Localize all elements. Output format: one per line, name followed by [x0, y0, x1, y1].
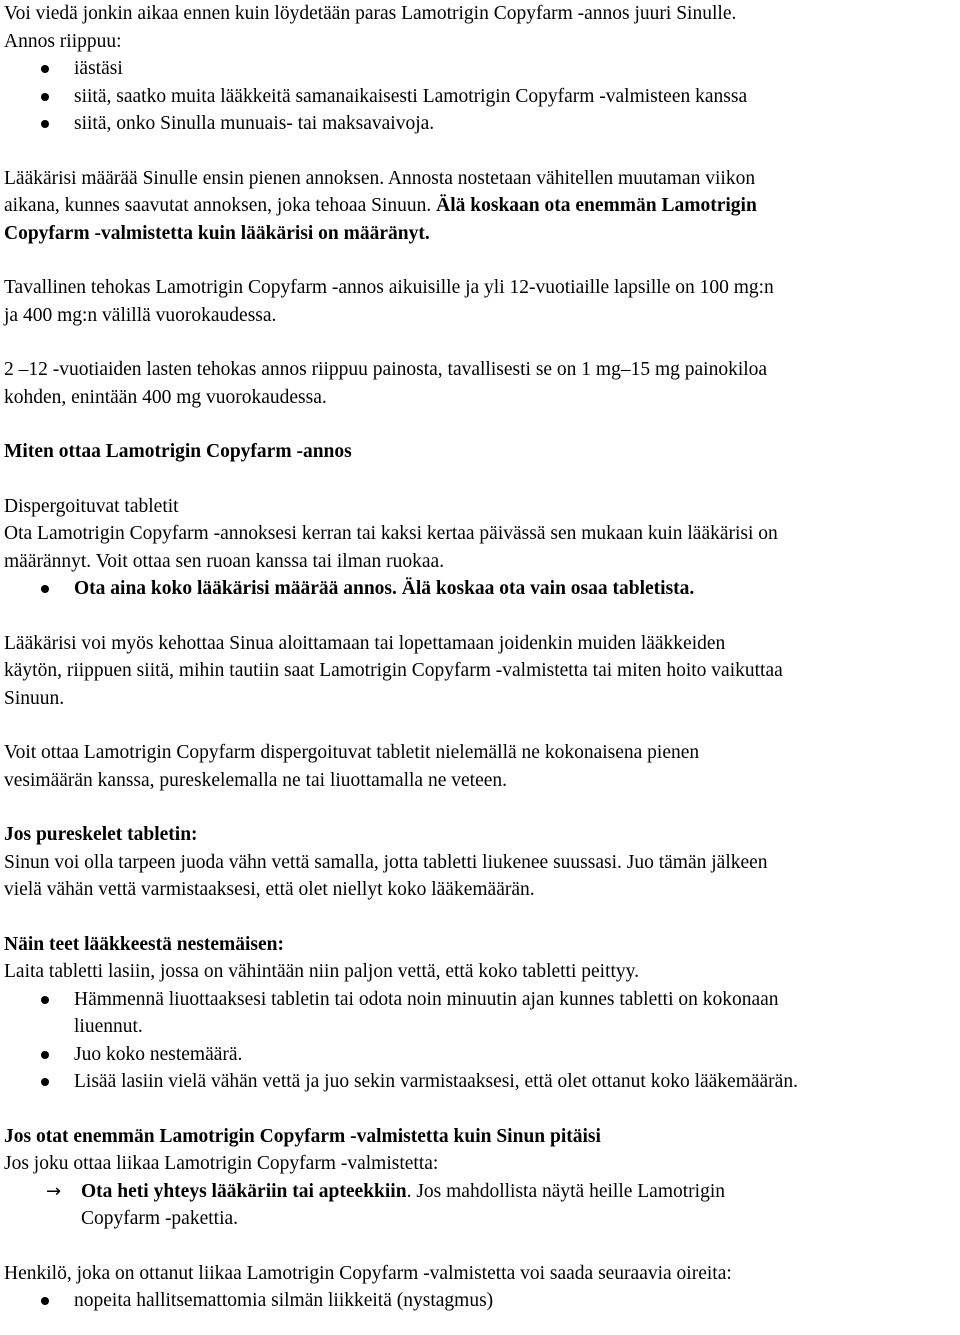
bullet-icon — [41, 996, 49, 1004]
section-heading-chewing: Jos pureskelet tabletin: — [4, 824, 198, 845]
chewing-line: Sinun voi olla tarpeen juoda vähn vettä samalla, jotta tabletti liukenee suussasi. Juo tämän jälkeen — [4, 851, 768, 873]
bullet-icon — [41, 65, 49, 73]
arrow-item: → Ota heti yhteys lääkäriin tai apteekkiin. Jos mahdollista näytä heille Lamotrigin — [4, 1178, 956, 1206]
list-item: siitä, saatko muita lääkkeitä samanaikaisesti Lamotrigin Copyfarm -valmisteen kanssa — [4, 83, 956, 111]
intro-line-1: Voi viedä jonkin aikaa ennen kuin löydetään paras Lamotrigin Copyfarm -annos juuri Sinulle. — [4, 3, 737, 24]
child-dose-line: kohden, enintään 400 mg vuorokaudessa. — [4, 386, 327, 408]
take-line: Ota Lamotrigin Copyfarm -annoksesi kerran tai kaksi kertaa päivässä sen mukaan kuin lääkärisi on — [4, 523, 778, 544]
list-item: Ota aina koko lääkärisi määrää annos. Älä koskaa ota vain osaa tabletista. — [4, 575, 956, 603]
child-dose-line: 2 –12 -vuotiaiden lasten tehokas annos riippuu painosta, tavallisesti se on 1 mg–15 mg painokiloa — [4, 359, 768, 380]
section-heading-overdose: Jos otat enemmän Lamotrigin Copyfarm -valmistetta kuin Sinun pitäisi — [4, 1125, 601, 1147]
dose-warning: Älä koskaan ota enemmän Lamotrigin — [436, 195, 757, 216]
section-heading-liquid: Näin teet lääkkeestä nestemäisen: — [4, 933, 284, 955]
liquid-line: Laita tabletti lasiin, jossa on vähintään niin paljon vettä, että koko tabletti peittyy. — [4, 961, 640, 982]
arrow-item-continuation: Copyfarm -pakettia. — [81, 1208, 239, 1229]
list-item-continuation: liuennut. — [74, 1016, 143, 1037]
adult-dose-line: Tavallinen tehokas Lamotrigin Copyfarm -annos aikuisille ja yli 12-vuotiaille lapsille on 100 mg:n — [4, 277, 774, 298]
dose-paragraph-line: aikana, kunnes saavutat annoksen, joka tehoaa Sinuun. Älä koskaan ota enemmän Lamotrigin — [4, 195, 757, 216]
list-item: Juo koko nestemäärä. — [4, 1041, 956, 1069]
list-item: Hämmennä liuottaaksesi tabletin tai odota noin minuutin ajan kunnes tabletti on kokonaan — [4, 986, 956, 1014]
section-heading-how-to-take: Miten ottaa Lamotrigin Copyfarm -annos — [4, 441, 352, 462]
bullet-icon — [41, 585, 49, 593]
arrow-right-icon: → — [46, 1180, 62, 1202]
list-item: iästäsi — [4, 55, 956, 83]
symptoms-line: Henkilö, joka on ottanut liikaa Lamotrigin Copyfarm -valmistetta voi saada seuraavia oireita: — [4, 1262, 732, 1284]
bullet-icon — [41, 1297, 49, 1305]
dose-paragraph-line: Lääkärisi määrää Sinulle ensin pienen annoksen. Annosta nostetaan vähitellen muutaman viikon — [4, 167, 756, 189]
bullet-icon — [41, 93, 49, 101]
intro-line-2: Annos riippuu: — [4, 30, 122, 52]
subheading-tablets: Dispergoituvat tabletit — [4, 495, 179, 517]
swallow-line: Voit ottaa Lamotrigin Copyfarm dispergoituvat tabletit nielemällä ne kokonaisena pienen — [4, 742, 700, 763]
adult-dose-line: ja 400 mg:n välillä vuorokaudessa. — [4, 304, 277, 326]
bullet-icon — [41, 1078, 49, 1086]
list-item: siitä, onko Sinulla munuais- tai maksavaivoja. — [4, 110, 956, 138]
swallow-line: vesimäärän kanssa, pureskelemalla ne tai liuottamalla ne veteen. — [4, 769, 508, 791]
chewing-line: vielä vähän vettä varmistaaksesi, että olet niellyt koko lääkemäärän. — [4, 879, 535, 900]
doctor-line: Lääkärisi voi myös kehottaa Sinua aloittamaan tai lopettamaan joidenkin muiden lääkkeiden — [4, 632, 726, 654]
doctor-line: Sinuun. — [4, 687, 65, 709]
take-line: määrännyt. Voit ottaa sen ruoan kanssa tai ilman ruokaa. — [4, 550, 445, 572]
dose-warning-line: Copyfarm -valmistetta kuin lääkärisi on määränyt. — [4, 222, 430, 244]
bullet-icon — [41, 120, 49, 128]
bullet-icon — [41, 1051, 49, 1059]
list-item: nopeita hallitsemattomia silmän liikkeitä (nystagmus) — [4, 1287, 956, 1315]
overdose-line: Jos joku ottaa liikaa Lamotrigin Copyfarm -valmistetta: — [4, 1153, 439, 1174]
doctor-line: käytön, riippuen siitä, mihin tautiin saat Lamotrigin Copyfarm -valmistetta tai miten hoito vaikuttaa — [4, 660, 783, 681]
list-item: Lisää lasiin vielä vähän vettä ja juo sekin varmistaaksesi, että olet ottanut koko lääkemäärän. — [4, 1068, 956, 1096]
